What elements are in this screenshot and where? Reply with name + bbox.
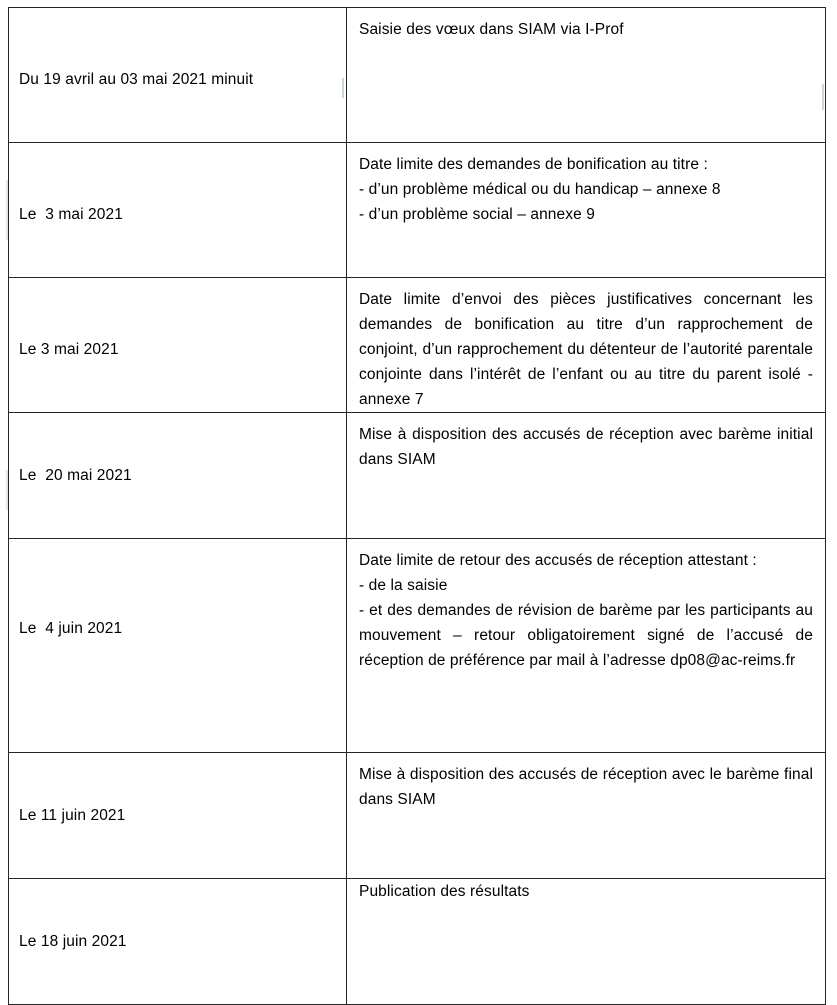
date-text: Du 19 avril au 03 mai 2021 minuit [19,71,254,88]
table-row [9,8,826,143]
cell-description [347,8,826,143]
cell-date [9,8,347,143]
description-line: - d’un problème médical ou du handicap – annexe 8 [359,181,721,198]
description-line: Mise à disposition des accusés de réception avec barème initial dans SIAM [359,426,813,468]
cell-description [347,278,826,413]
cell-date [9,753,347,879]
cell-description [347,879,826,1005]
date-text: Le 3 mai 2021 [19,341,119,358]
schedule-table [8,7,826,1005]
date-text: Le 20 mai 2021 [19,467,132,484]
description-line: - d’un problème social – annexe 9 [359,206,595,223]
cell-description [347,753,826,879]
date-text: Le 4 juin 2021 [19,620,123,637]
description-line: Date limite de retour des accusés de réception attestant : [359,552,757,569]
description-line: Mise à disposition des accusés de réception avec le barème final dans SIAM [359,766,813,808]
cell-description [347,413,826,539]
cell-date [9,278,347,413]
table-row [9,278,826,413]
table-row [9,879,826,1005]
cell-date [9,143,347,278]
table-body [9,8,826,1005]
table-row [9,753,826,879]
description-line: Publication des résultats [359,883,530,900]
date-text: Le 11 juin 2021 [19,807,126,824]
date-text: Le 18 juin 2021 [19,933,127,950]
description-line: - de la saisie [359,577,448,594]
cell-date [9,413,347,539]
description-line: Date limite des demandes de bonification au titre : [359,156,708,173]
cell-date [9,539,347,753]
table-row [9,413,826,539]
cell-description [347,539,826,753]
cell-date [9,879,347,1005]
table-row [9,539,826,753]
description-line: Saisie des vœux dans SIAM via I-Prof [359,21,624,38]
description-line: - et des demandes de révision de barème par les participants au mouvement – retour obligatoirement signé de l’accusé de réception de préférence par mail à l’adresse dp08@ac-reims.fr [359,602,813,669]
description-line: Date limite d’envoi des pièces justificatives concernant les demandes de bonification au titre d’un rapprochement de conjoint, d’un rapprochement du détenteur de l’autorité parentale conjointe dans l’intérêt de l’enfant ou au titre du parent isolé - annexe 7 [359,291,813,408]
cell-description [347,143,826,278]
date-text: Le 3 mai 2021 [19,206,123,223]
table-row [9,143,826,278]
